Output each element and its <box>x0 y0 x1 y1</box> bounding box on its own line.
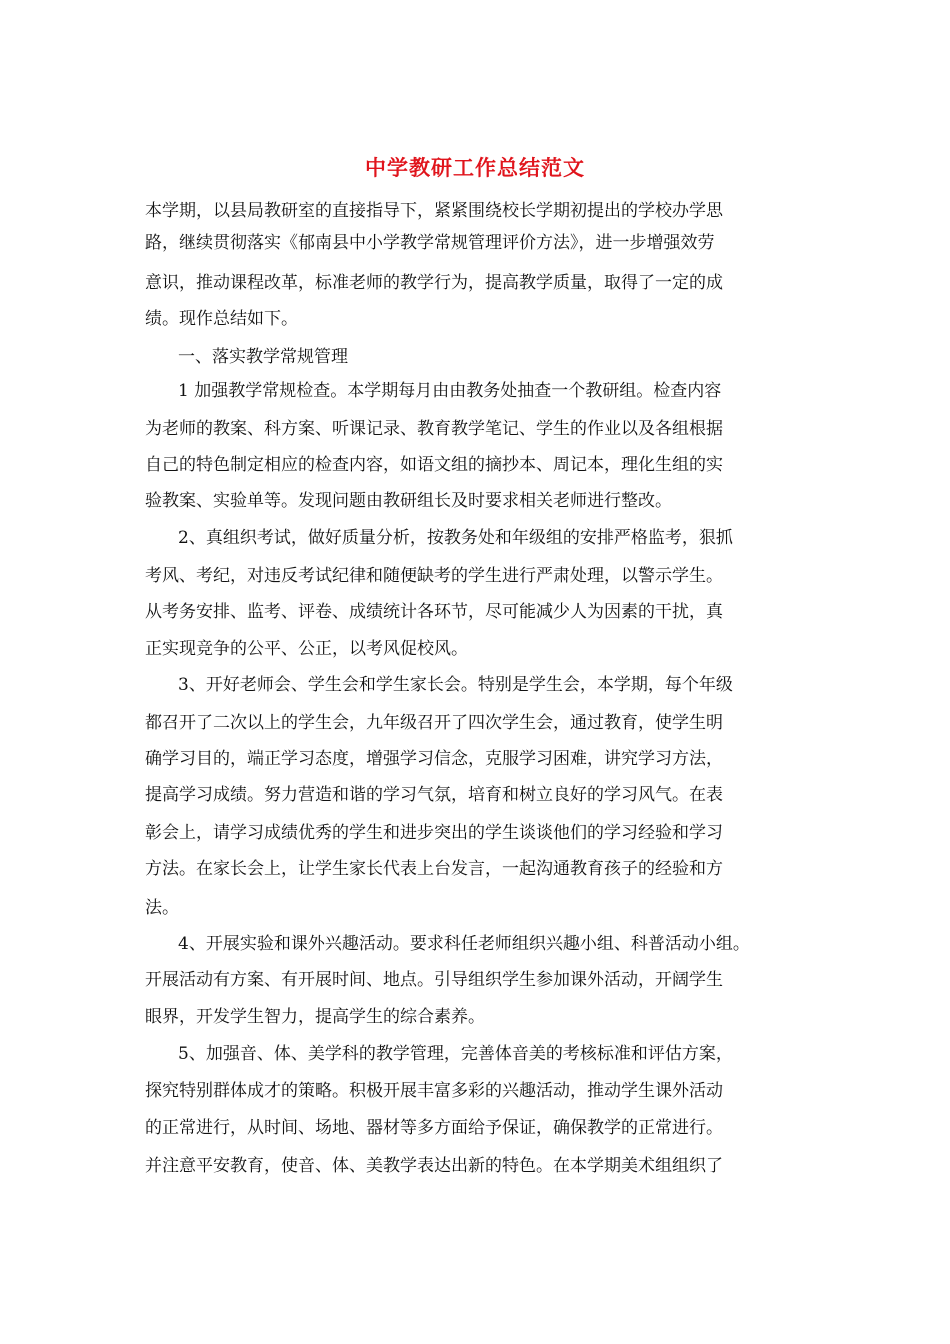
paragraph-line: 方法。在家长会上，让学生家长代表上台发言，一起沟通教育孩子的经验和方 <box>145 859 723 879</box>
section-heading: 一、落实教学常规管理 <box>178 347 348 367</box>
paragraph-line: 正实现竞争的公平、公正，以考风促校风。 <box>145 639 468 659</box>
paragraph-line: 验教案、实验单等。发现问题由教研组长及时要求相关老师进行整改。 <box>145 491 672 511</box>
paragraph-line: 提高学习成绩。努力营造和谐的学习气氛，培育和树立良好的学习风气。在表 <box>145 785 723 805</box>
document-title: 中学教研工作总结范文 <box>365 155 585 180</box>
paragraph-line: 1 加强教学常规检查。本学期每月由由教务处抽查一个教研组。检查内容 <box>178 381 722 401</box>
paragraph-line: 考风、考纪，对违反考试纪律和随便缺考的学生进行严肃处理，以警示学生。 <box>145 566 723 586</box>
paragraph-line: 确学习目的，端正学习态度，增强学习信念，克服学习困难，讲究学习方法， <box>145 749 723 769</box>
paragraph-line: 为老师的教案、科方案、听课记录、教育教学笔记、学生的作业以及各组根据 <box>145 419 723 439</box>
paragraph-line: 都召开了二次以上的学生会，九年级召开了四次学生会，通过教育，使学生明 <box>145 713 723 733</box>
paragraph-line: 2、真组织考试，做好质量分析，按教务处和年级组的安排严格监考，狠抓 <box>178 528 733 548</box>
paragraph-line: 眼界，开发学生智力，提高学生的综合素养。 <box>145 1007 485 1027</box>
paragraph-line: 的正常进行，从时间、场地、器材等多方面给予保证，确保教学的正常进行。 <box>145 1118 723 1138</box>
paragraph-line: 自己的特色制定相应的检查内容，如语文组的摘抄本、周记本，理化生组的实 <box>145 455 723 475</box>
paragraph-line: 并注意平安教育，使音、体、美教学表达出新的特色。在本学期美术组组织了 <box>145 1156 723 1176</box>
paragraph-line: 路，继续贯彻落实《郁南县中小学教学常规管理评价方法》，进一步增强效劳 <box>145 233 715 253</box>
paragraph-line: 5、加强音、体、美学科的教学管理，完善体音美的考核标准和评估方案， <box>178 1044 733 1064</box>
paragraph-line: 开展活动有方案、有开展时间、地点。引导组织学生参加课外活动，开阔学生 <box>145 970 723 990</box>
paragraph-line: 探究特别群体成才的策略。积极开展丰富多彩的兴趣活动，推动学生课外活动 <box>145 1081 723 1101</box>
paragraph-line: 彰会上，请学习成绩优秀的学生和进步突出的学生谈谈他们的学习经验和学习 <box>145 823 723 843</box>
paragraph-line: 从考务安排、监考、评卷、成绩统计各环节，尽可能减少人为因素的干扰，真 <box>145 602 723 622</box>
paragraph-line: 4、开展实验和课外兴趣活动。要求科任老师组织兴趣小组、科普活动小组。 <box>178 934 750 954</box>
paragraph-line: 意识，推动课程改革，标准老师的教学行为，提高教学质量，取得了一定的成 <box>145 273 723 293</box>
paragraph-line: 本学期，以县局教研室的直接指导下，紧紧围绕校长学期初提出的学校办学思 <box>145 201 723 221</box>
paragraph-line: 绩。现作总结如下。 <box>145 309 298 329</box>
paragraph-line: 法。 <box>145 898 179 918</box>
paragraph-line: 3、开好老师会、学生会和学生家长会。特别是学生会，本学期，每个年级 <box>178 675 733 695</box>
